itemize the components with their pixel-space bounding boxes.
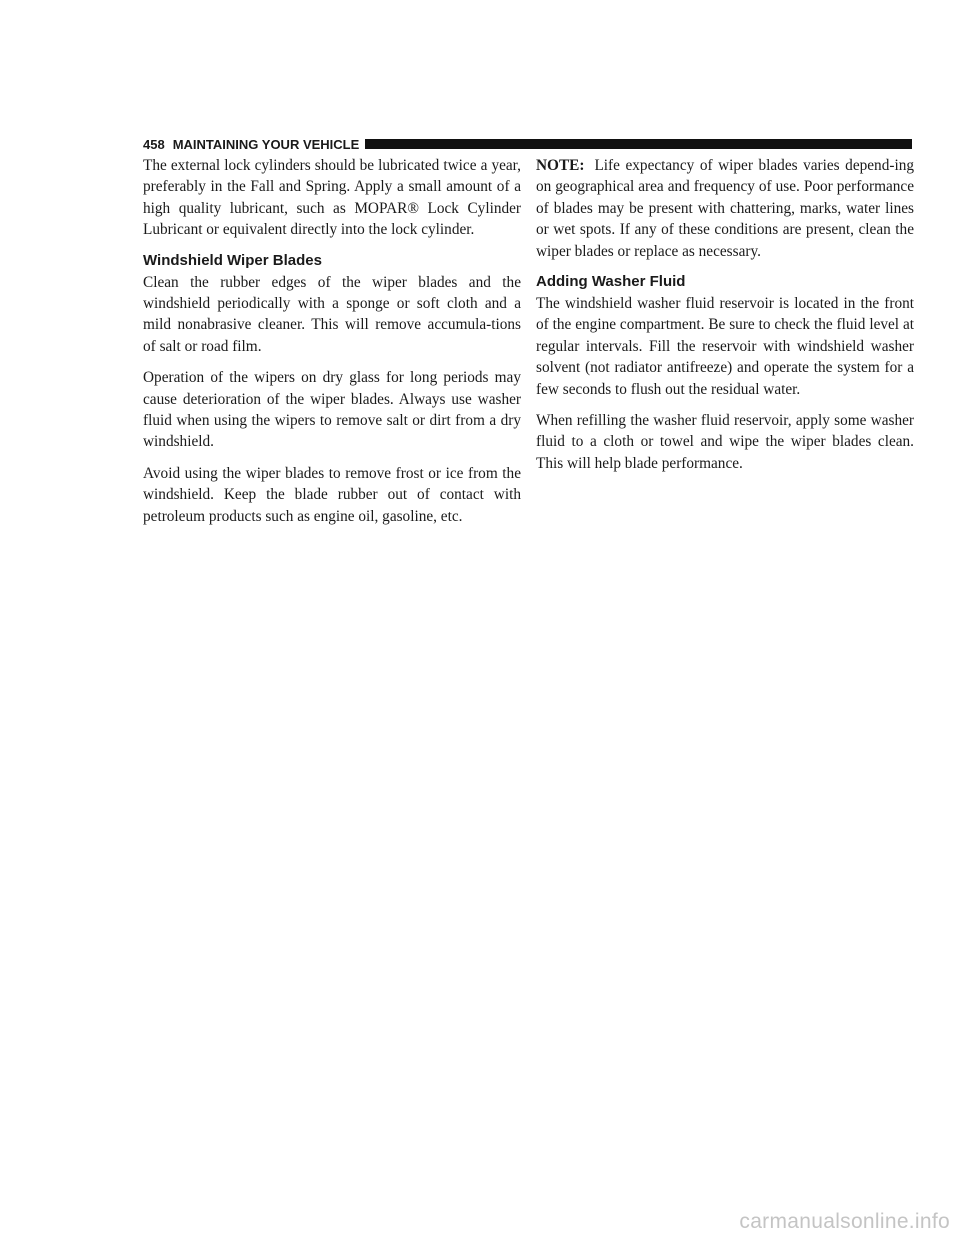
wiper-dry-glass-paragraph: Operation of the wipers on dry glass for long periods may cause deterioration of the wiper blades. Always use washer fluid when using the wipers to remove salt or dirt from a dry windshield.	[143, 369, 521, 451]
washer-reservoir-paragraph: The windshield washer fluid reservoir is located in the front of the engine compartment. Be sure to check the fluid level at regular intervals. Fill the reservoir with windshield washer solvent (not radiator antifreeze) and operate the system for a few seconds to flush out the residual water.	[536, 295, 914, 398]
wiper-clean-paragraph: Clean the rubber edges of the wiper blades and the windshield periodically with a sponge or soft cloth and a mild nonabrasive cleaner. This will remove accumula-tions of salt or road film.	[143, 273, 521, 355]
note-text: Life expectancy of wiper blades varies depend-ing on geographical area and frequency of use. Poor performance of blades may be present with chattering, marks, water lines or wet spots. If any of these conditions are present, clean the wiper blades or replace as necessary.	[536, 157, 914, 260]
left-column	[143, 155, 521, 537]
site-watermark: carmanualsonline.info	[739, 1210, 950, 1233]
right-column	[536, 155, 914, 484]
page-number: 458	[143, 136, 165, 152]
section-title: MAINTAINING YOUR VEHICLE	[172, 136, 360, 152]
note-paragraph	[536, 155, 914, 262]
lock-cylinder-paragraph: The external lock cylinders should be lubricated twice a year, preferably in the Fall and Spring. Apply a small amount of a high quality lubricant, such as MOPAR® Lock Cylinder Lubricant or equivalent directly into the lock cylinder.	[143, 157, 521, 239]
note-label: NOTE:	[536, 157, 585, 174]
page-header	[143, 136, 912, 152]
washer-fluid-heading: Adding Washer Fluid	[536, 273, 686, 291]
header-rule	[365, 139, 912, 149]
wiper-frost-paragraph: Avoid using the wiper blades to remove frost or ice from the windshield. Keep the blade rubber out of contact with petroleum products such as engine oil, gasoline, etc.	[143, 464, 521, 525]
washer-refill-paragraph: When refilling the washer fluid reservoir, apply some washer fluid to a cloth or towel and wipe the wiper blades clean. This will help blade performance.	[536, 412, 914, 472]
wiper-blades-heading: Windshield Wiper Blades	[143, 251, 322, 269]
